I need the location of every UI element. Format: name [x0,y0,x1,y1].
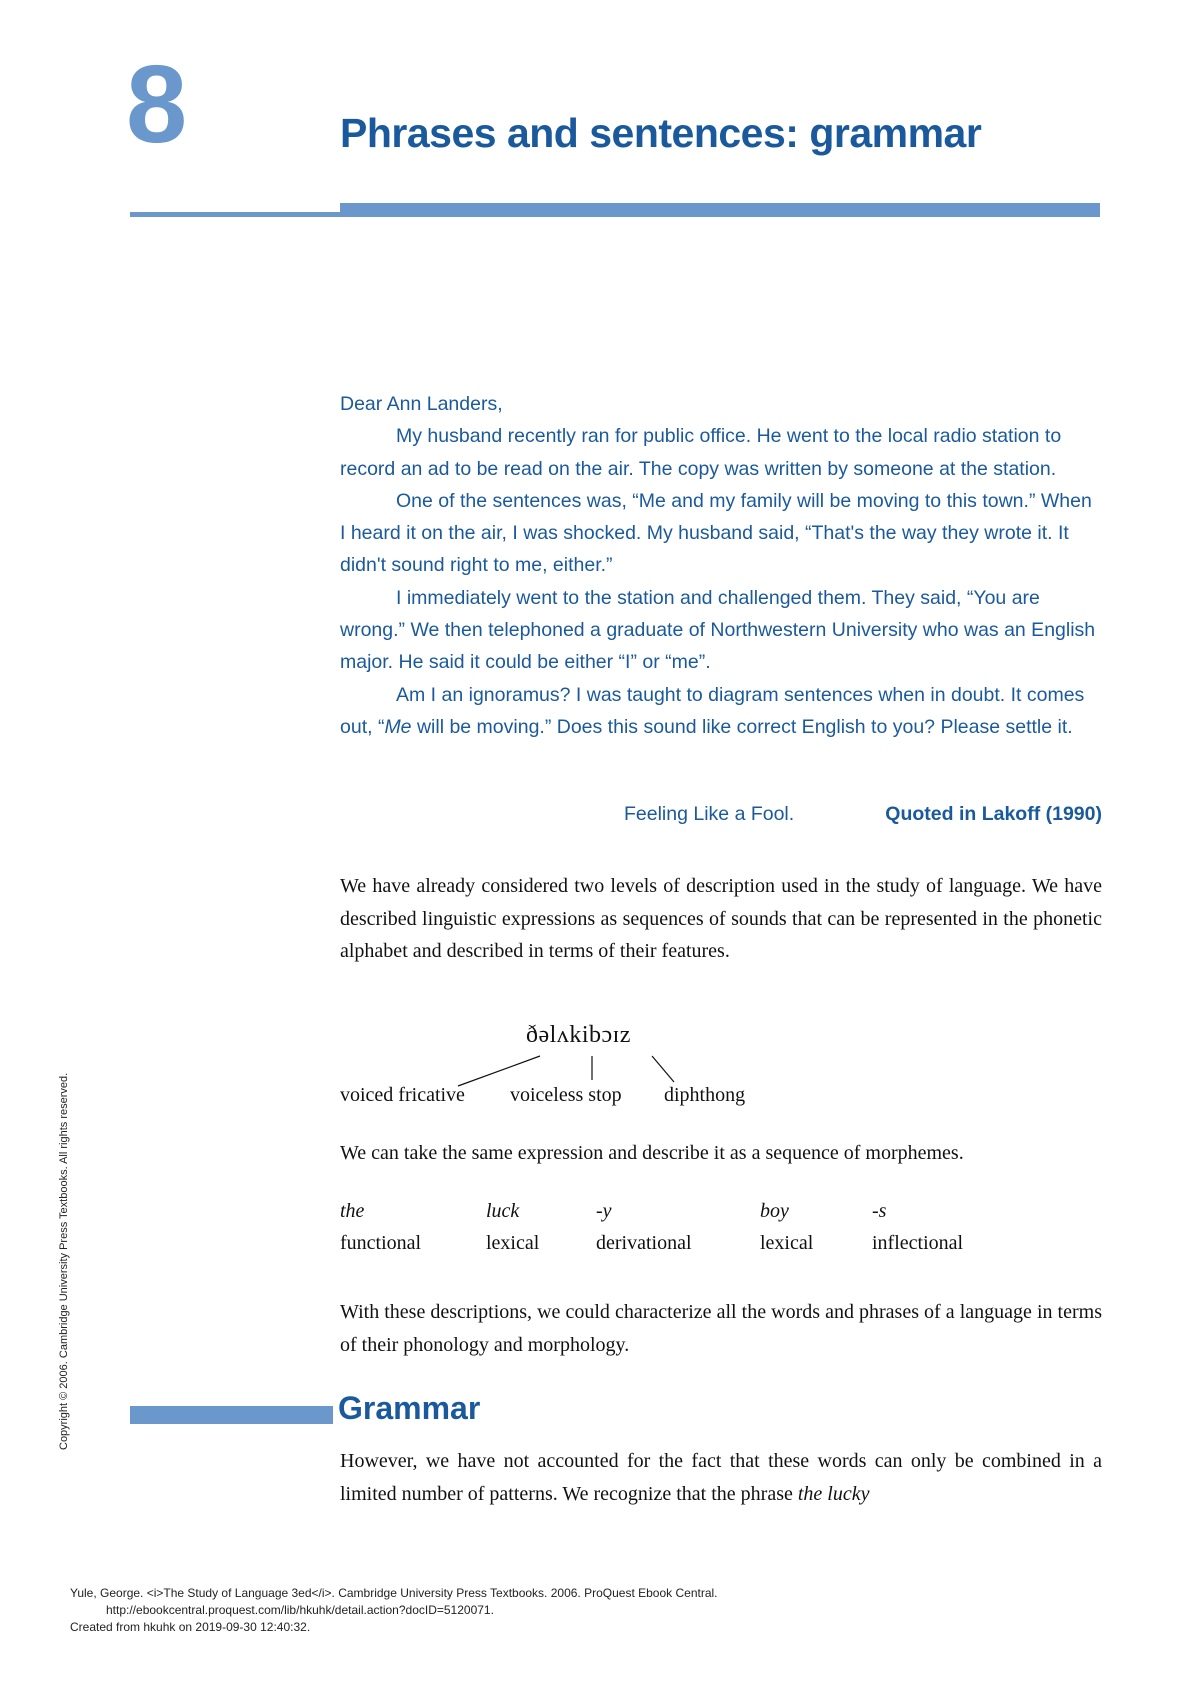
phonetic-transcription: ðəlʌkibɔɪz [526,1022,631,1048]
citation-line: Yule, George. <i>The Study of Language 3ed</i>. Cambridge University Press Textbooks. 2006. ProQuest Ebook Central. [70,1586,718,1600]
letter-paragraph: I immediately went to the station and challenged them. They said, “You are wrong.” We then telephoned a graduate of Northwestern University who was an English major. He said it could be either “I” or “me”. [340,586,1096,674]
letter-signoff [340,803,1102,835]
body-emphasis: the lucky [797,1482,870,1505]
morpheme-form: boy [760,1200,789,1222]
epigraph-letter [340,388,1102,743]
morpheme-column [760,1200,813,1255]
phonetic-diagram [340,1022,760,1112]
body-text: However, we have not accounted for the fact that these words can only be combined in a limited number of patterns. We recognize that the phrase [340,1450,1102,1505]
letter-paragraph: My husband recently ran for public office. He went to the local radio station to record an ad to be read on the air. The copy was written by someone at the station. [340,425,1062,480]
letter-salutation: Dear Ann Landers, [340,393,503,415]
letter-paragraph [340,679,1102,744]
morpheme-form: -y [596,1200,612,1222]
phonetic-label: voiced fricative [340,1084,465,1106]
quote-source: Quoted in Lakoff (1990) [885,803,1102,825]
morpheme-type: derivational [596,1232,692,1254]
morpheme-form: -s [872,1200,887,1222]
letter-paragraph: One of the sentences was, “Me and my family will be moving to this town.” When I heard it on the air, I was shocked. My husband said, “That's the way they wrote it. It didn't sound right to me, either.” [340,489,1092,577]
morpheme-column [340,1200,421,1255]
morpheme-table [340,1200,1100,1270]
morpheme-type: inflectional [872,1232,964,1254]
letter-text: Am I an ignoramus? I was taught to diagram sentences when in doubt. It comes out, “ [340,683,1085,738]
section-marker-bar [130,1406,333,1424]
morpheme-column [872,1200,963,1255]
letter-emphasis: Me [384,715,412,738]
morpheme-type: functional [340,1232,422,1254]
body-paragraph [340,1445,1102,1510]
morpheme-form: the [340,1200,365,1222]
header-rule-right [340,203,1100,217]
chapter-title: Phrases and sentences: grammar [340,110,982,156]
citation-url: http://ebookcentral.proquest.com/lib/hkuhk/detail.action?docID=5120071. [106,1603,494,1617]
morpheme-form: luck [486,1200,520,1222]
letter-signature: Feeling Like a Fool. [624,803,795,825]
body-paragraph: With these descriptions, we could characterize all the words and phrases of a language in terms of their phonology and morphology. [340,1301,1102,1356]
body-paragraph: We have already considered two levels of description used in the study of language. We have described linguistic expressions as sequences of sounds that can be represented in the phonetic alphabet and described in terms of their features. [340,875,1102,962]
section-title: Grammar [338,1390,481,1426]
morpheme-column [596,1200,692,1255]
copyright-notice: Copyright © 2006. Cambridge University Press Textbooks. All rights reserved. [58,1072,70,1450]
morpheme-column [486,1200,539,1255]
chapter-number: 8 [126,43,186,166]
morpheme-type: lexical [760,1232,814,1254]
header-rule-left [130,212,340,217]
letter-text: will be moving.” Does this sound like correct English to you? Please settle it. [411,715,1073,738]
citation-footer [70,1585,1130,1636]
morpheme-type: lexical [486,1232,540,1254]
phonetic-label: diphthong [664,1084,746,1106]
body-paragraph: We can take the same expression and describe it as a sequence of morphemes. [340,1142,964,1164]
phonetic-label: voiceless stop [510,1084,622,1106]
citation-created: Created from hkuhk on 2019-09-30 12:40:32. [70,1620,311,1634]
